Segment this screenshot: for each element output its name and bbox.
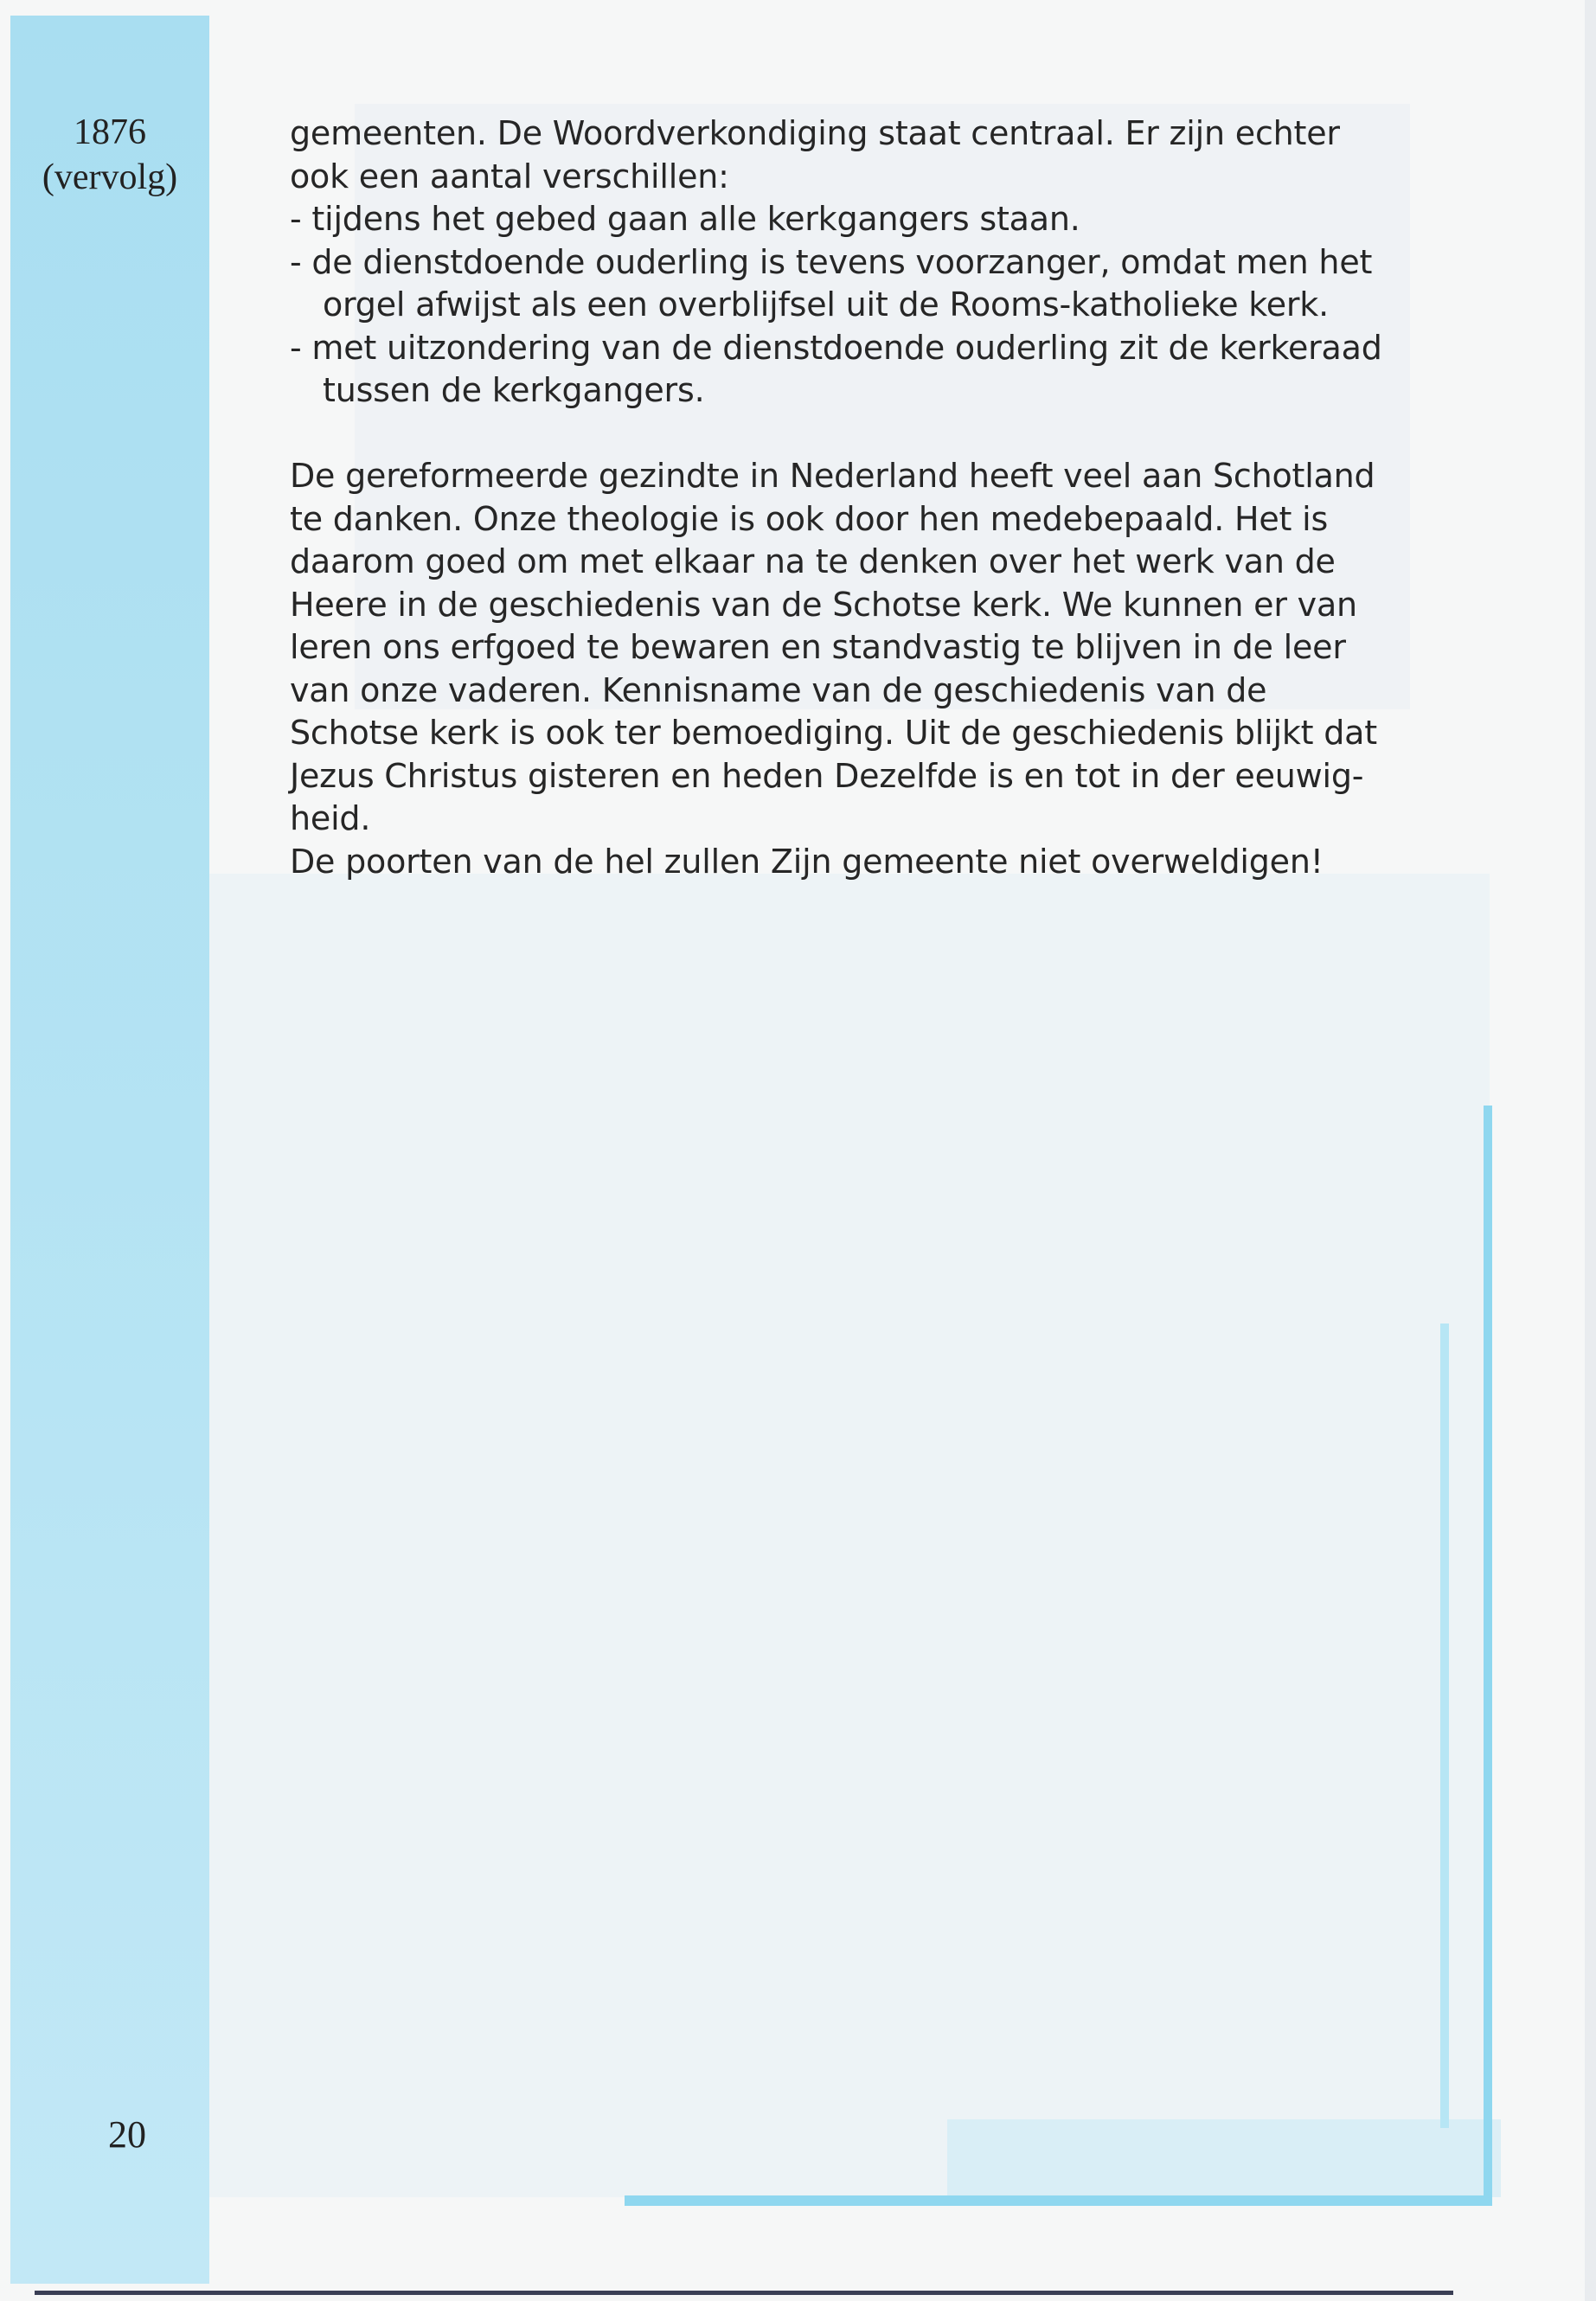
list-item-continuation: orgel afwijst als een overblijfsel uit de Rooms-katholieke kerk. xyxy=(323,285,1329,324)
frame-line-bottom xyxy=(625,2195,1492,2206)
list-item-continuation: tussen de kerkgangers. xyxy=(323,371,705,409)
body-text xyxy=(290,112,1432,883)
bottom-edge-line xyxy=(35,2291,1453,2295)
text-line: ook een aantal verschillen: xyxy=(290,157,729,195)
show-through-panel xyxy=(209,874,1490,2197)
page-right-edge xyxy=(1585,0,1596,2301)
text-line: leren ons erfgoed te bewaren en standvastig te blijven in de leer xyxy=(290,628,1346,666)
text-line: Jezus Christus gisteren en heden Dezelfde is en tot in der eeuwig- xyxy=(290,756,1364,795)
text-line: van onze vaderen. Kennisname van de geschiedenis van de xyxy=(290,670,1267,709)
frame-line-right-inner xyxy=(1440,1324,1449,2128)
frame-line-right xyxy=(1484,1106,1492,2204)
text-line: De gereformeerde gezindte in Nederland heeft veel aan Schotland xyxy=(290,457,1375,495)
text-line: De poorten van de hel zullen Zijn gemeente niet overweldigen! xyxy=(290,842,1324,881)
list-item: - tijdens het gebed gaan alle kerkgangers staan. xyxy=(290,200,1080,238)
sidebar-year: 1876 xyxy=(74,112,146,152)
sidebar-subtitle: (vervolg) xyxy=(42,157,178,197)
text-line: te danken. Onze theologie is ook door hen medebepaald. Het is xyxy=(290,499,1329,538)
sidebar-band xyxy=(10,16,209,2284)
text-line: heid. xyxy=(290,799,371,837)
page-number: 20 xyxy=(108,2113,146,2156)
text-line: gemeenten. De Woordverkondiging staat centraal. Er zijn echter xyxy=(290,114,1340,152)
list-item: - met uitzondering van de dienstdoende ouderling zit de kerkeraad xyxy=(290,328,1382,367)
text-line: daarom goed om met elkaar na te denken over het werk van de xyxy=(290,542,1336,580)
list-item: - de dienstdoende ouderling is tevens voorzanger, omdat men het xyxy=(290,242,1373,281)
paragraph-gap xyxy=(290,413,1432,456)
text-line: Schotse kerk is ook ter bemoediging. Uit de geschiedenis blijkt dat xyxy=(290,714,1377,752)
show-through-panel xyxy=(947,2119,1501,2197)
text-line: Heere in de geschiedenis van de Schotse kerk. We kunnen er van xyxy=(290,585,1357,624)
